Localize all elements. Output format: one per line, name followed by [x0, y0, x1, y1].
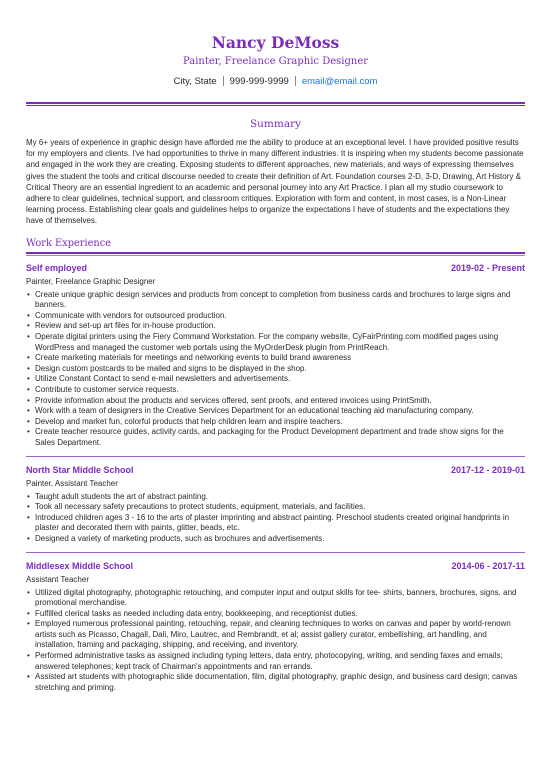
job-bullet: • Fulfilled clerical tasks as needed including data entry, bookkeeping, and receptionist duties. [26, 609, 525, 620]
job-bullet: • Utilized digital photography, photographic retouching, and computer input and output skills for tee- shirts, banners, brochures, signs, and promotional merchandise. [26, 588, 525, 609]
job-role: Painter, Assistant Teacher [26, 478, 118, 488]
resume-header [26, 0, 525, 88]
job-bullets [26, 290, 525, 449]
work-experience-heading: Work Experience [26, 237, 111, 249]
job-dates: 2014-06 - 2017-11 [451, 560, 525, 571]
job-header [26, 561, 525, 572]
contact-separator [223, 76, 224, 86]
job-header [26, 465, 525, 476]
phone-text: 999-999-9999 [229, 76, 289, 87]
job-bullet: • Communicate with vendors for outsourced production. [26, 311, 525, 322]
job-bullet: • Create unique graphic design services and products from concept to completion from business cards and brochures to large signs and banners. [26, 290, 525, 311]
job-bullet: • Design custom postcards to be mailed and signs to be displayed in the shop. [26, 364, 525, 375]
job-entry [26, 263, 525, 457]
job-header [26, 263, 525, 274]
job-bullet: • Create marketing materials for meetings and networking events to build brand awareness [26, 353, 525, 364]
job-employer: North Star Middle School [26, 464, 134, 475]
candidate-name: Nancy DeMoss [211, 33, 340, 52]
job-bullet: • Operate digital printers using the Fiery Command Workstation. For the company website, CyFairPrinting.com modified pages using WordPress and managed the customer web portals using the MyOrderDesk plugin from PrintReach. [26, 332, 525, 353]
job-bullet: • Utilize Constant Contact to send e-mail newsletters and advertisements. [26, 374, 525, 385]
job-bullet: • Assisted art students with photographic slide documentation, film, digital photography, graphic design, and business card design; canvas stretching and priming. [26, 672, 525, 693]
header-divider [26, 102, 525, 107]
job-bullet: • Performed administrative tasks as assigned including typing letters, data entry, photocopying, writing, and sending faxes and emails; answered telephones; kept track of Chairman's appointments and ran errands. [26, 651, 525, 672]
section-divider [26, 252, 525, 255]
job-bullet: • Employed numerous professional painting, retouching, repair, and cleaning techniques to works on canvas and paper by world-renown artists such as Picasso, Chagall, Dali, Miro, Lautrec, and Rembrandt, et al; assist gallery curator, embellishing, art handling, and installation, framing and packaging, shipping, and receiving, and inventory. [26, 619, 525, 651]
job-entry [26, 561, 525, 694]
job-dates: 2019-02 - Present [450, 262, 525, 273]
email-link[interactable]: email@email.com [301, 76, 378, 87]
job-employer: Self employed [26, 262, 88, 273]
candidate-title: Painter, Freelance Graphic Designer [182, 56, 369, 67]
summary-text: My 6+ years of experience in graphic design have afforded me the ability to produce at an exceptional level. I have provided positive results for my employers and clients. I've had opportunities to thrive in many different industries. It is inspiring when my students become passionate and engaged in the work they are creating. Exposing students to different approaches, new materials, and ways of expressing themselves gives the student the tools and critical discourse needed to create their definition of Art. Foundation courses 2-D, 3-D, Drawing, Art History & Critical Theory are an essential ingredient to an academic and personal journey into any Art Practice. I plan all my studio coursework to adhere to clear guidelines, technical support, and classroom critiques. Exploration with form and content, in most cases, is a Non-Linear learning process. Establishing clear goals and guidelines helps to organize the expectations I have of students and the expectations they have of themselves. [26, 138, 524, 226]
contact-separator [295, 76, 296, 86]
job-bullet: • Review and set-up art files for in-house production. [26, 321, 525, 332]
job-bullet: • Work with a team of designers in the Creative Services Department for an educational teaching aid manufacturing company. [26, 406, 525, 417]
job-role: Assistant Teacher [26, 574, 89, 584]
job-role: Painter, Freelance Graphic Designer [26, 276, 156, 286]
job-bullets [26, 588, 525, 694]
job-divider [26, 552, 525, 553]
job-bullet: • Taught adult students the art of abstract painting. [26, 492, 525, 503]
summary-heading: Summary [249, 118, 302, 130]
job-bullet: • Introduced children ages 3 - 16 to the arts of plaster imprinting and abstract painting. Preschool students created original handprints in plaster and decorated them with paints, glitter, beads, etc. [26, 513, 525, 534]
job-divider [26, 456, 525, 457]
job-bullet: • Develop and market fun, colorful products that help children learn and inspire teachers. [26, 417, 525, 428]
job-employer: Middlesex Middle School [26, 560, 134, 571]
job-bullet: • Took all necessary safety precautions to protect students, equipment, materials, and facilities. [26, 502, 525, 513]
job-bullet: • Provide information about the products and services offered, sent proofs, and entered invoices using PrintSmith. [26, 396, 525, 407]
job-bullets [26, 492, 525, 545]
job-dates: 2017-12 - 2019-01 [450, 464, 525, 475]
job-bullet: • Create teacher resource guides, activity cards, and packaging for the Product Development department and trade show signs for the Sales Department. [26, 427, 525, 448]
location-text: City, State [173, 76, 217, 87]
job-entry [26, 465, 525, 553]
job-bullet: • Contribute to customer service requests. [26, 385, 525, 396]
contact-line [26, 76, 525, 88]
job-bullet: • Designed a variety of marketing products, such as brochures and advertisements. [26, 534, 525, 545]
